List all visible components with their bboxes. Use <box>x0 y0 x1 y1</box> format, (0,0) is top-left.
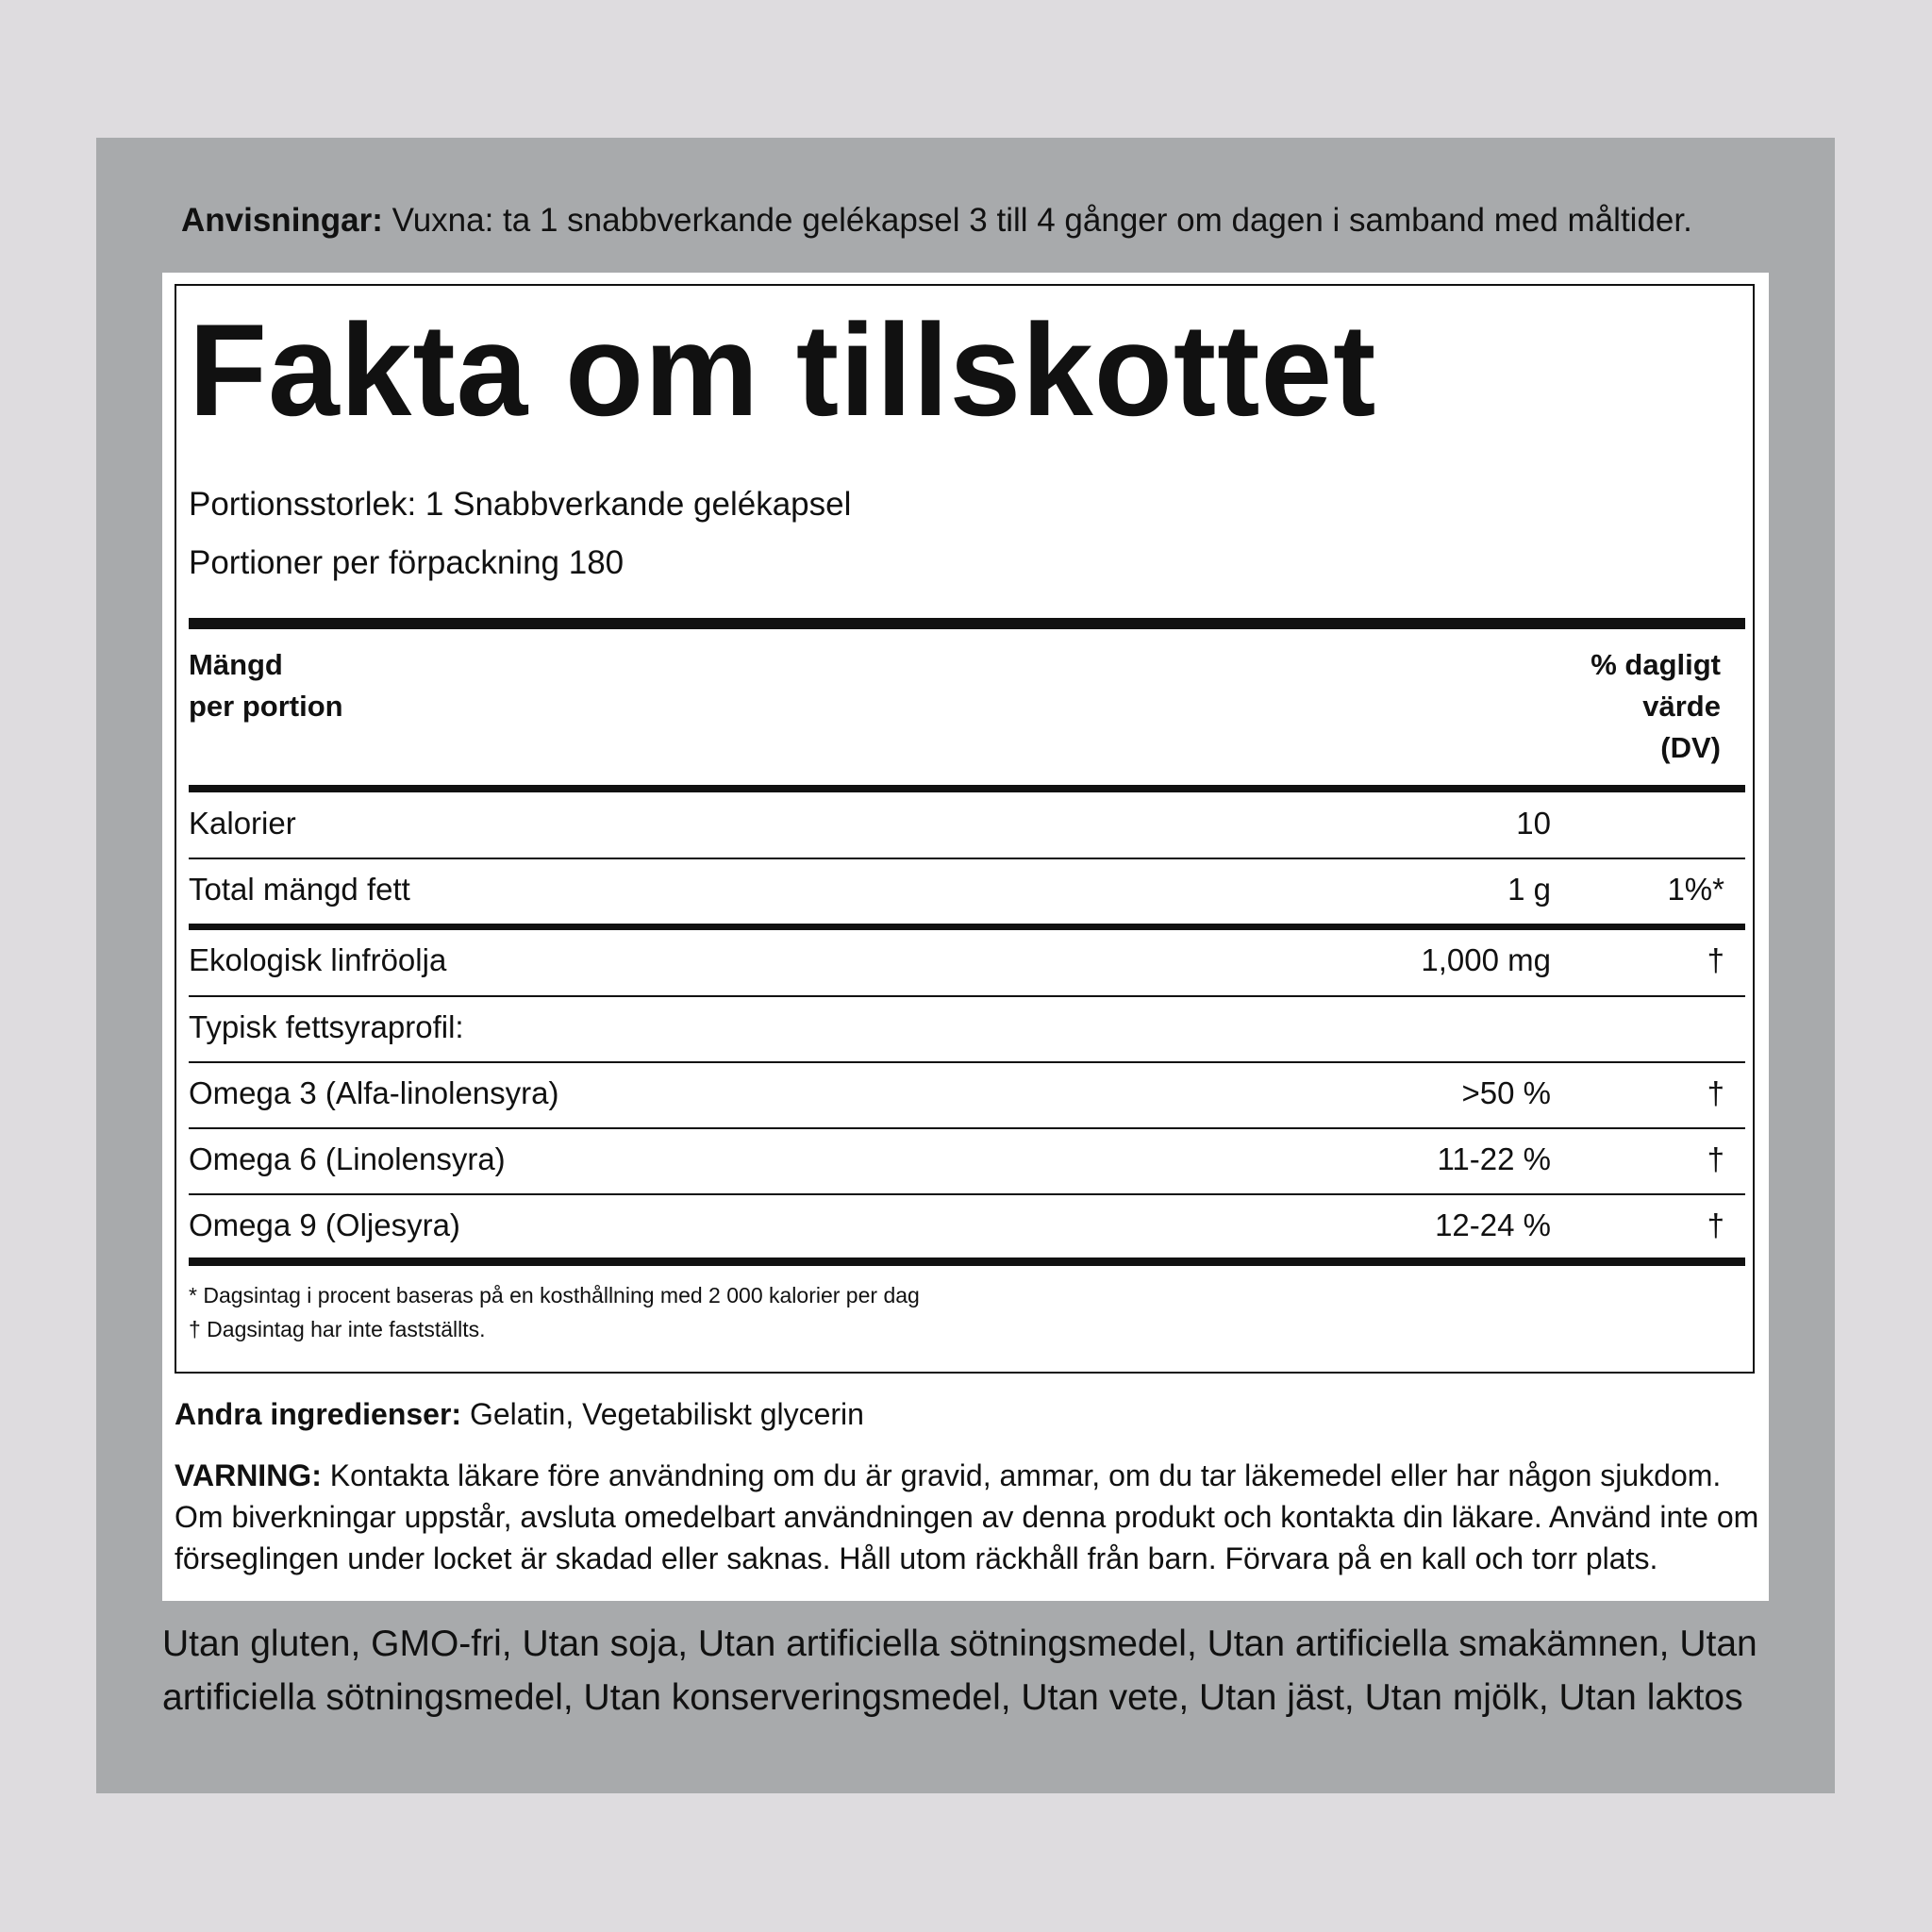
header-right-line2: värde <box>1642 690 1721 723</box>
directions-text: Vuxna: ta 1 snabbverkande gelékapsel 3 till 4 gånger om dagen i samband med måltider. <box>382 202 1692 239</box>
row-dv: † <box>1707 1208 1724 1242</box>
table-row <box>189 793 1745 858</box>
other-ingredients-text: Gelatin, Vegetabiliskt glycerin <box>461 1397 864 1431</box>
table-row <box>189 930 1745 994</box>
amount-per-serving-header <box>189 644 343 727</box>
warning <box>175 1455 1759 1579</box>
row-dv: † <box>1707 1075 1724 1110</box>
directions <box>181 202 1785 240</box>
header-right-line1: % dagligt <box>1591 648 1721 681</box>
row-name: Ekologisk linfröolja <box>189 942 447 977</box>
row-dv: † <box>1707 1141 1724 1176</box>
row-name: Total mängd fett <box>189 872 410 907</box>
row-amount: 1 g <box>1507 872 1551 907</box>
table-row <box>189 1195 1745 1259</box>
facts-title: Fakta om tillskottet <box>189 296 1377 443</box>
row-name: Omega 3 (Alfa-linolensyra) <box>189 1075 559 1110</box>
free-from-claims: Utan gluten, GMO-fri, Utan soja, Utan artificiella sötningsmedel, Utan artificiella smakämnen, Utan artificiella sötningsmedel, Utan konserveringsmedel, Utan vete, Utan jäst, Utan mjölk, Utan laktos <box>162 1624 1757 1718</box>
other-ingredients-label: Andra ingredienser: <box>175 1397 462 1431</box>
other-ingredients <box>175 1395 864 1433</box>
row-name: Omega 6 (Linolensyra) <box>189 1141 506 1176</box>
servings-per-container: Portioner per förpackning 180 <box>189 544 625 581</box>
row-name: Kalorier <box>189 806 296 841</box>
footnote-daily-value: * Dagsintag i procent baseras på en kosthållning med 2 000 kalorier per dag <box>189 1283 920 1307</box>
medium-divider <box>189 924 1745 930</box>
warning-label: VARNING: <box>175 1458 322 1492</box>
serving-size: Portionsstorlek: 1 Snabbverkande gelékapsel <box>189 486 852 523</box>
row-amount: >50 % <box>1461 1075 1551 1110</box>
footnote-not-established: † Dagsintag har inte fastställts. <box>189 1317 486 1341</box>
row-dv: † <box>1707 942 1724 977</box>
header-left-line2: per portion <box>189 690 343 723</box>
header-right-line3: (DV) <box>1660 731 1721 764</box>
medium-divider <box>189 785 1745 792</box>
white-panel <box>162 273 1769 1601</box>
row-name: Omega 9 (Oljesyra) <box>189 1208 460 1242</box>
table-row <box>189 1129 1745 1193</box>
label-panel <box>96 138 1835 1793</box>
header-left-line1: Mängd <box>189 648 283 681</box>
row-name: Typisk fettsyraprofil: <box>189 1009 464 1044</box>
row-amount: 10 <box>1516 806 1551 841</box>
row-amount: 1,000 mg <box>1421 942 1551 977</box>
table-row <box>189 859 1745 924</box>
row-amount: 11-22 % <box>1437 1141 1551 1176</box>
thick-divider <box>189 1257 1745 1266</box>
thick-divider <box>189 618 1745 629</box>
supplement-facts-box <box>175 284 1755 1374</box>
table-row <box>189 997 1745 1061</box>
row-dv: 1%* <box>1667 872 1724 907</box>
table-row <box>189 1063 1745 1127</box>
row-amount: 12-24 % <box>1435 1208 1551 1242</box>
daily-value-header <box>1591 644 1721 769</box>
directions-label: Anvisningar: <box>181 202 383 239</box>
warning-text: Kontakta läkare före användning om du är gravid, ammar, om du tar läkemedel eller har någon sjukdom. Om biverkningar uppstår, avsluta omedelbart användningen av denna produkt och kontakta din läkare. Använd inte om förseglingen under locket är skadad eller saknas. Håll utom räckhåll från barn. Förvara på en kall och torr plats. <box>175 1458 1759 1575</box>
